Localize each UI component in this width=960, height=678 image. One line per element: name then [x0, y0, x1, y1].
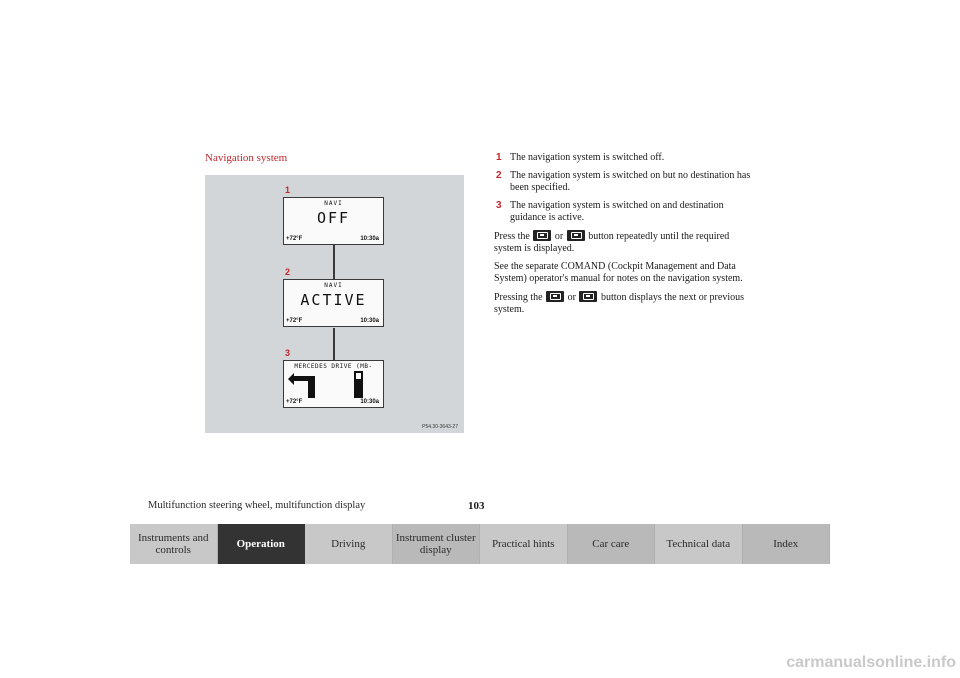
lcd-header: MERCEDES DRIVE (MB-: [294, 363, 373, 370]
lcd-header: NAVI: [324, 282, 343, 289]
display-button-icon: [567, 230, 585, 241]
footer-title: Multifunction steering wheel, multifunction display: [148, 500, 366, 511]
lcd-display-active: [283, 279, 384, 327]
item-text: The navigation system is switched off.: [510, 152, 665, 163]
lcd-display-off: [283, 197, 384, 245]
list-item: [494, 200, 756, 225]
watermark: carmanualsonline.info: [786, 654, 956, 671]
list-item: [494, 170, 756, 195]
item-number: 2: [496, 169, 502, 181]
section-title: Navigation system: [205, 152, 288, 164]
tab-practical-hints[interactable]: Practical hints: [480, 524, 568, 564]
lcd-time: 10:30a: [360, 236, 379, 242]
distance-bar-icon: [354, 371, 363, 398]
figure: [205, 175, 464, 433]
right-column: [494, 152, 756, 322]
paragraph-press: Press the or button repeatedly until the required system is displayed.: [494, 230, 730, 254]
item-number: 1: [496, 152, 502, 163]
lcd-header: NAVI: [324, 200, 343, 207]
display-button-icon: [546, 291, 564, 302]
tab-technical-data[interactable]: Technical data: [655, 524, 743, 564]
figure-code: P54.30-3643-27: [422, 424, 458, 430]
display-button-icon: [579, 291, 597, 302]
item-text: The navigation system is switched on but no destination has been specified.: [510, 169, 751, 193]
item-number: 3: [496, 199, 502, 211]
item-text: The navigation system is switched on and destination guidance is active.: [510, 199, 724, 223]
lcd-main-text: ACTIVE: [300, 291, 367, 309]
step-number: 2: [285, 267, 291, 277]
connector-line: [333, 328, 335, 360]
page-number: 103: [468, 500, 485, 512]
step-number: 1: [285, 185, 291, 195]
lcd-temperature: +72°F: [286, 236, 303, 242]
tab-bar: [130, 524, 830, 564]
connector-line: [333, 245, 335, 279]
paragraph-pressing: Pressing the or button displays the next or previous system.: [494, 291, 744, 315]
step-number: 3: [285, 348, 291, 358]
tab-index[interactable]: Index: [743, 524, 831, 564]
tab-operation[interactable]: Operation: [218, 524, 306, 564]
lcd-temperature: +72°F: [286, 399, 303, 405]
paragraph-see: See the separate COMAND (Cockpit Management and Data System) operator's manual for notes on the navigation system.: [494, 260, 743, 284]
list-item: [494, 152, 756, 165]
display-button-icon: [533, 230, 551, 241]
lcd-display-guidance: [283, 360, 384, 408]
lcd-temperature: +72°F: [286, 318, 303, 324]
tab-instruments-and-controls[interactable]: Instruments and controls: [130, 524, 218, 564]
lcd-time: 10:30a: [360, 318, 379, 324]
lcd-time: 10:30a: [360, 399, 379, 405]
lcd-main-text: OFF: [316, 209, 351, 227]
turn-left-arrow-icon: [288, 371, 318, 398]
tab-car-care[interactable]: Car care: [568, 524, 656, 564]
tab-driving[interactable]: Driving: [305, 524, 393, 564]
tab-instrument-cluster-display[interactable]: Instrument cluster display: [393, 524, 481, 564]
